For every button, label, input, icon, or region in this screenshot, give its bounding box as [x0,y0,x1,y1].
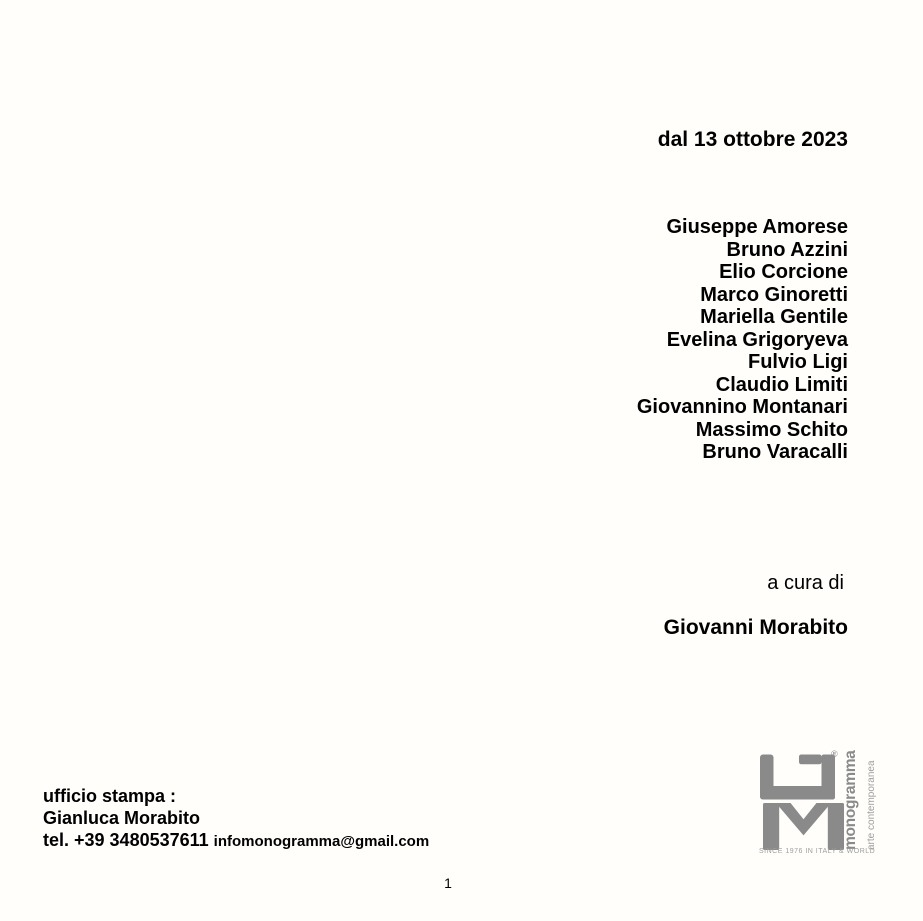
logo-wordmark: monogramma [842,750,859,850]
artist-name: Bruno Azzini [726,238,848,261]
page-number: 1 [444,875,452,891]
curator-name: Giovanni Morabito [663,616,848,639]
artist-name: Claudio Limiti [715,373,848,396]
artist-name: Bruno Varacalli [702,441,848,463]
logo-m-glyph [762,803,845,850]
artist-name: Massimo Schito [695,418,848,441]
artist-name: Giovannino Montanari [636,396,848,418]
logo-tagline: arte contemporanea [866,760,877,850]
logo-since-line: SINCE 1976 IN ITALY & WORLD [759,848,876,855]
press-office-contact-name: Gianluca Morabito [43,808,201,828]
press-office-email: infomonogramma@gmail.com [213,833,430,850]
press-office-phone: tel. +39 3480537611 [43,830,209,850]
registered-trademark-icon: ® [831,749,838,759]
press-office-heading: ufficio stampa : [43,786,177,806]
curator-label: a cura di [767,572,844,594]
press-office-block [43,785,429,853]
artist-name: Elio Corcione [719,261,848,283]
artist-name: Mariella Gentile [700,306,848,328]
artist-name: Fulvio Ligi [748,351,848,373]
logo-g-glyph [760,754,835,800]
monogramma-logo [755,749,889,862]
press-office-contact-line [43,829,429,853]
artist-name: Giuseppe Amorese [666,216,848,238]
artists-list [637,216,848,464]
artist-name: Evelina Grigoryeva [666,328,848,351]
exhibition-date: dal 13 ottobre 2023 [657,128,848,151]
artist-name: Marco Ginoretti [700,283,848,306]
